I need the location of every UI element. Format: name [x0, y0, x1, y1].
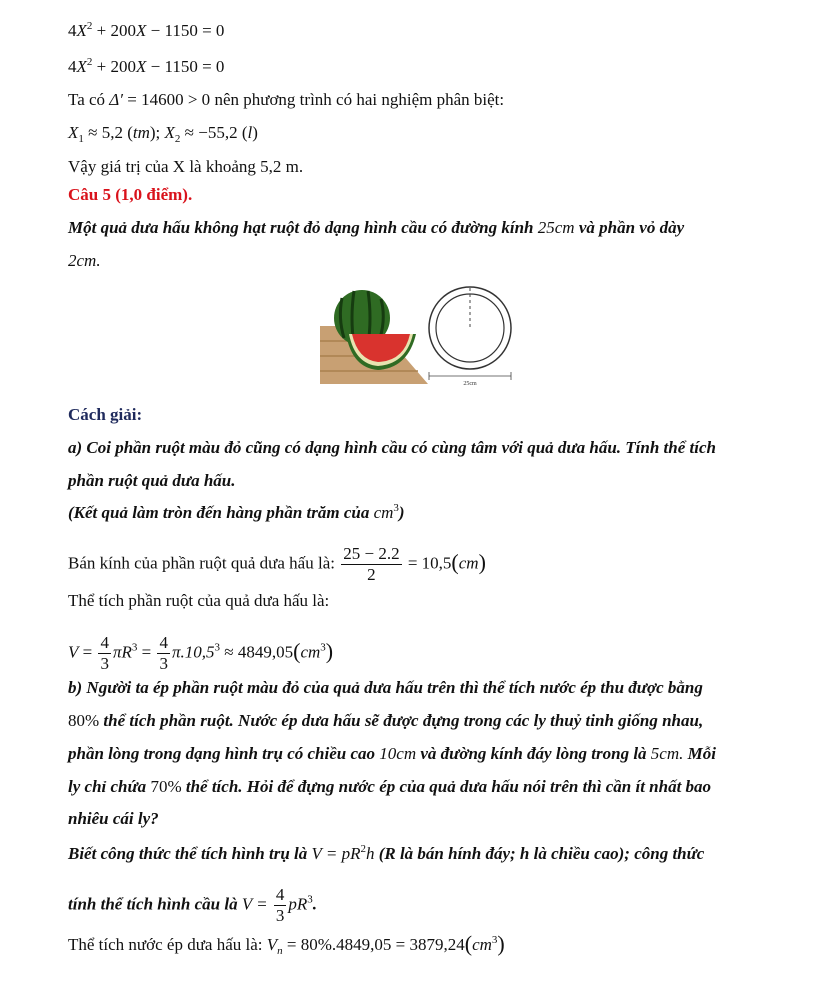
- sep: ): [252, 123, 258, 142]
- term: π.10,5: [171, 642, 215, 662]
- denominator: 2: [341, 564, 401, 585]
- solution-heading: Cách giải:: [68, 405, 143, 424]
- radius-value: = 10,5: [403, 553, 452, 573]
- term: + 200: [96, 57, 136, 76]
- watermelon-illustration: [318, 286, 520, 386]
- text: và đường kính đáy lòng trong là: [416, 744, 651, 763]
- text: thể tích phần ruột. Nước ép dưa hấu sẽ được đựng trong các ly thuỷ tinh giống nhau,: [99, 711, 704, 730]
- equation-line-2: [68, 56, 224, 78]
- coef: 4: [68, 21, 77, 40]
- height-value: 10cm: [379, 744, 417, 763]
- value: ≈ 5,2 (: [83, 123, 133, 142]
- formula: h: [365, 844, 375, 863]
- text: Mỗi: [683, 744, 716, 763]
- text: thể tích. Hỏi để đựng nước ép của quả dưa hấu nói trên thì cần ít nhất bao: [181, 777, 712, 796]
- exp: 3: [307, 893, 313, 906]
- delta-value: = 14600 > 0: [123, 90, 211, 109]
- exp: 2: [360, 843, 366, 855]
- term: + 200: [96, 21, 136, 40]
- text: ly chỉ chứa: [68, 777, 151, 796]
- juice-volume-line: Thể tích nước ép dưa hấu là: $V_n = 80\%.4849,05 = 3879,24(cm^3)$: [68, 931, 505, 957]
- question-text-line-2: 2cm.: [68, 251, 101, 270]
- text: .: [312, 894, 318, 914]
- denominator: 3: [275, 906, 285, 925]
- unit: cm: [458, 553, 479, 573]
- delta-symbol: Δ′: [109, 90, 123, 109]
- sub: 2: [174, 133, 181, 145]
- part-b-line-5: nhiêu cái ly?: [68, 809, 159, 828]
- rounding-note: [68, 502, 405, 524]
- roots-line: [68, 122, 258, 144]
- text: (Kết quả làm tròn đến hàng phần trăm của: [68, 503, 374, 522]
- juice-value: = 80%.4849,05 = 3879,24: [282, 935, 465, 954]
- var: X: [135, 21, 147, 40]
- unit: cm: [300, 642, 321, 662]
- numerator: 4: [159, 633, 168, 652]
- sub: 1: [78, 133, 84, 145]
- watermelon-figure: [318, 286, 520, 386]
- juice-label: Thể tích nước ép dưa hấu là:: [68, 935, 267, 954]
- numerator: 4: [100, 633, 109, 652]
- sep: );: [149, 123, 165, 142]
- unit: cm: [472, 935, 492, 954]
- text: Một quả dưa hấu không hạt ruột đỏ dạng hình cầu có đường kính: [68, 218, 538, 237]
- diameter-value: 5cm.: [650, 744, 684, 763]
- radius-line: Bán kính của phần ruột quả dưa hấu là: $\frac{25 - 2.2}{2}$ = 10,5(cm): [68, 544, 486, 584]
- var: V: [266, 935, 278, 954]
- sub: n: [277, 945, 283, 957]
- radius-label: Bán kính của phần ruột quả dưa hấu là:: [68, 553, 340, 573]
- formula: pR: [288, 894, 308, 914]
- formula: V = pR: [311, 844, 361, 863]
- note: l: [247, 123, 253, 142]
- formula-line-2: [68, 885, 317, 926]
- part-a-line-1: a) Coi phần ruột màu đỏ cũng có dạng hình cầu có cùng tâm với quả dưa hấu. Tính thể tích: [68, 438, 716, 457]
- var: X: [164, 123, 175, 142]
- text: tính thể tích hình cầu là: [68, 894, 242, 914]
- part-b-line-4: [68, 776, 711, 798]
- var: X: [76, 57, 87, 76]
- text: phần lòng trong dạng hình trụ có chiều cao: [68, 744, 380, 763]
- var: X: [135, 57, 147, 76]
- numerator: 4: [275, 885, 285, 904]
- radius-fraction: [341, 544, 401, 585]
- var: X: [76, 21, 87, 40]
- text: Ta có: [68, 90, 110, 109]
- text: ): [398, 503, 405, 522]
- part-b-line-2: [68, 710, 703, 732]
- exp: 3: [491, 934, 498, 946]
- var: V: [68, 642, 79, 662]
- equation-line-1: [68, 20, 224, 42]
- percent: 80%: [68, 711, 100, 730]
- note: tm: [132, 123, 150, 142]
- op: =: [137, 642, 156, 662]
- coef: 4: [68, 57, 77, 76]
- numerator: 25 − 2.2: [343, 544, 400, 563]
- text: Biết công thức thể tích hình trụ là: [68, 844, 312, 863]
- fraction: [98, 633, 111, 674]
- percent: 70%: [150, 777, 182, 796]
- result: ≈ 4849,05: [220, 642, 294, 662]
- part-b-line-1: b) Người ta ép phần ruột màu đỏ của quả dưa hấu trên thì thể tích nước ép thu được bằng: [68, 678, 703, 697]
- volume-equation: V = $\frac{4}{3}$ $\pi R^3$ = $\frac{4}{3}$ $\pi.10,5^3 \approx 4849,05(cm^3)$: [68, 633, 334, 673]
- exp: 2: [86, 20, 93, 32]
- exp: 3: [131, 641, 138, 654]
- exp: 3: [320, 641, 326, 654]
- question-title: Câu 5 (1,0 điểm).: [68, 185, 193, 204]
- term: − 1150 = 0: [150, 21, 225, 40]
- text: và phần vỏ dày: [574, 218, 685, 237]
- formula: V =: [241, 894, 272, 914]
- diameter-value: 25cm: [537, 218, 575, 237]
- fraction: [157, 633, 170, 674]
- dimension-label: 25cm: [463, 381, 477, 386]
- term: − 1150 = 0: [150, 57, 225, 76]
- exp: 3: [393, 502, 399, 514]
- exp: 3: [214, 641, 221, 654]
- part-a-line-2: phần ruột quả dưa hấu.: [68, 471, 236, 490]
- term: πR: [112, 642, 132, 662]
- conclusion-line: Vậy giá trị của X là khoảng 5,2 m.: [68, 157, 304, 176]
- exp: 2: [86, 56, 93, 68]
- unit: cm: [373, 503, 394, 522]
- formula-line-1: [68, 843, 704, 865]
- fraction: [274, 885, 287, 926]
- text: nên phương trình có hai nghiệm phân biệt:: [210, 90, 505, 109]
- denominator: 3: [159, 654, 168, 673]
- delta-line: [68, 89, 504, 111]
- part-b-line-3: [68, 743, 716, 765]
- denominator: 3: [100, 654, 109, 673]
- question-text-line-1: [68, 217, 684, 239]
- volume-label: Thể tích phần ruột của quả dưa hấu là:: [68, 591, 330, 610]
- var: X: [68, 123, 79, 142]
- op: =: [78, 642, 97, 662]
- value: ≈ −55,2 (: [180, 123, 248, 142]
- text: (R là bán hính đáy; h là chiều cao); công thức: [374, 844, 705, 863]
